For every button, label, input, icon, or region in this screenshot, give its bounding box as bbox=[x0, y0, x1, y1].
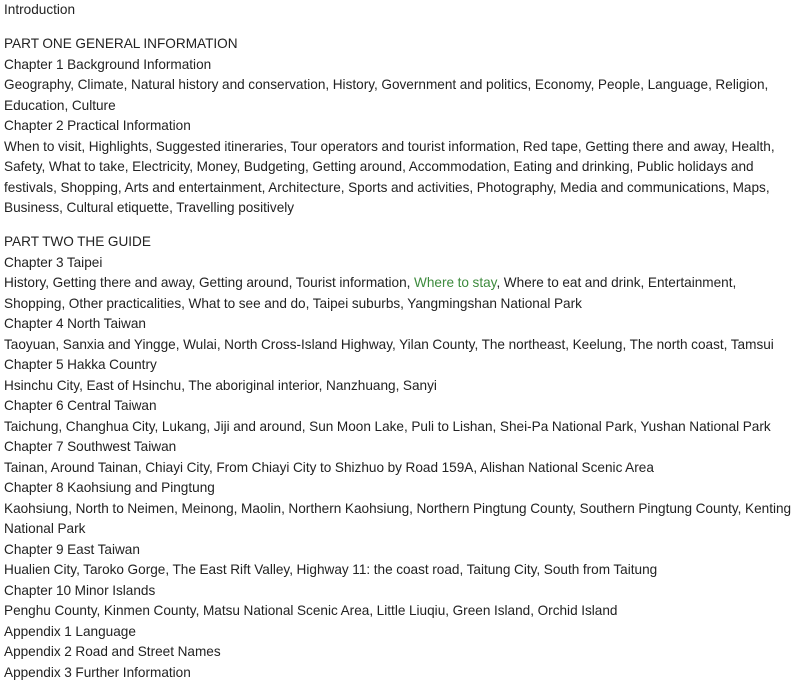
chapter-1-title: Chapter 1 Background Information bbox=[4, 55, 794, 76]
chapter-5-topics: Hsinchu City, East of Hsinchu, The aboriginal interior, Nanzhuang, Sanyi bbox=[4, 376, 794, 397]
chapter-7-topics: Tainan, Around Tainan, Chiayi City, From Chiayi City to Shizhuo by Road 159A, Alishan National Scenic Area bbox=[4, 458, 794, 479]
part-one-title: PART ONE GENERAL INFORMATION bbox=[4, 34, 794, 55]
chapter-9-topics: Hualien City, Taroko Gorge, The East Rift Valley, Highway 11: the coast road, Taitung City, South from Taitung bbox=[4, 560, 794, 581]
chapter-3-title: Chapter 3 Taipei bbox=[4, 253, 794, 274]
chapter-8-title: Chapter 8 Kaohsiung and Pingtung bbox=[4, 478, 794, 499]
part-two-title: PART TWO THE GUIDE bbox=[4, 232, 794, 253]
chapter-5-title: Chapter 5 Hakka Country bbox=[4, 355, 794, 376]
appendix-2: Appendix 2 Road and Street Names bbox=[4, 642, 794, 663]
chapter-6-topics: Taichung, Changhua City, Lukang, Jiji and around, Sun Moon Lake, Puli to Lishan, Shei-Pa National Park, Yushan National Park bbox=[4, 417, 794, 438]
chapter-1-topics: Geography, Climate, Natural history and conservation, History, Government and politics, Economy, People, Language, Religion, Education, Culture bbox=[4, 75, 794, 116]
appendix-1: Appendix 1 Language bbox=[4, 622, 794, 643]
chapter-10-title: Chapter 10 Minor Islands bbox=[4, 581, 794, 602]
chapter-9-title: Chapter 9 East Taiwan bbox=[4, 540, 794, 561]
chapter-2-title: Chapter 2 Practical Information bbox=[4, 116, 794, 137]
chapter-3-topics-after: , Where to eat and drink, Entertainment, Shopping, Other practicalities, What to see and do, Taipei suburbs, Yangmingshan National Park bbox=[4, 275, 736, 311]
chapter-3-topics-before: History, Getting there and away, Getting around, Tourist information, bbox=[4, 275, 414, 290]
chapter-2-topics: When to visit, Highlights, Suggested itineraries, Tour operators and tourist information, Red tape, Getting there and away, Health, Safety, What to take, Electricity, Money, Budgeting, Getting around, Accommodation, Eating and drinking, Public holidays and festivals, Shopping, Arts and entertainment, Architecture, Sports and activities, Photography, Media and communications, Maps, Business, Cultural etiquette, Travelling positively bbox=[4, 137, 794, 219]
where-to-stay-link[interactable]: Where to stay bbox=[414, 275, 496, 290]
chapter-4-topics: Taoyuan, Sanxia and Yingge, Wulai, North Cross-Island Highway, Yilan County, The northeast, Keelung, The north coast, Tamsui bbox=[4, 335, 794, 356]
appendix-3: Appendix 3 Further Information bbox=[4, 663, 794, 683]
section-gap bbox=[4, 21, 794, 35]
chapter-8-topics: Kaohsiung, North to Neimen, Meinong, Maolin, Northern Kaohsiung, Northern Pingtung County, Southern Pingtung County, Kenting National Park bbox=[4, 499, 794, 540]
intro-heading: Introduction bbox=[4, 0, 794, 21]
chapter-6-title: Chapter 6 Central Taiwan bbox=[4, 396, 794, 417]
chapter-4-title: Chapter 4 North Taiwan bbox=[4, 314, 794, 335]
chapter-10-topics: Penghu County, Kinmen County, Matsu National Scenic Area, Little Liuqiu, Green Island, Orchid Island bbox=[4, 601, 794, 622]
chapter-7-title: Chapter 7 Southwest Taiwan bbox=[4, 437, 794, 458]
chapter-3-topics bbox=[4, 273, 794, 314]
section-gap bbox=[4, 219, 794, 233]
